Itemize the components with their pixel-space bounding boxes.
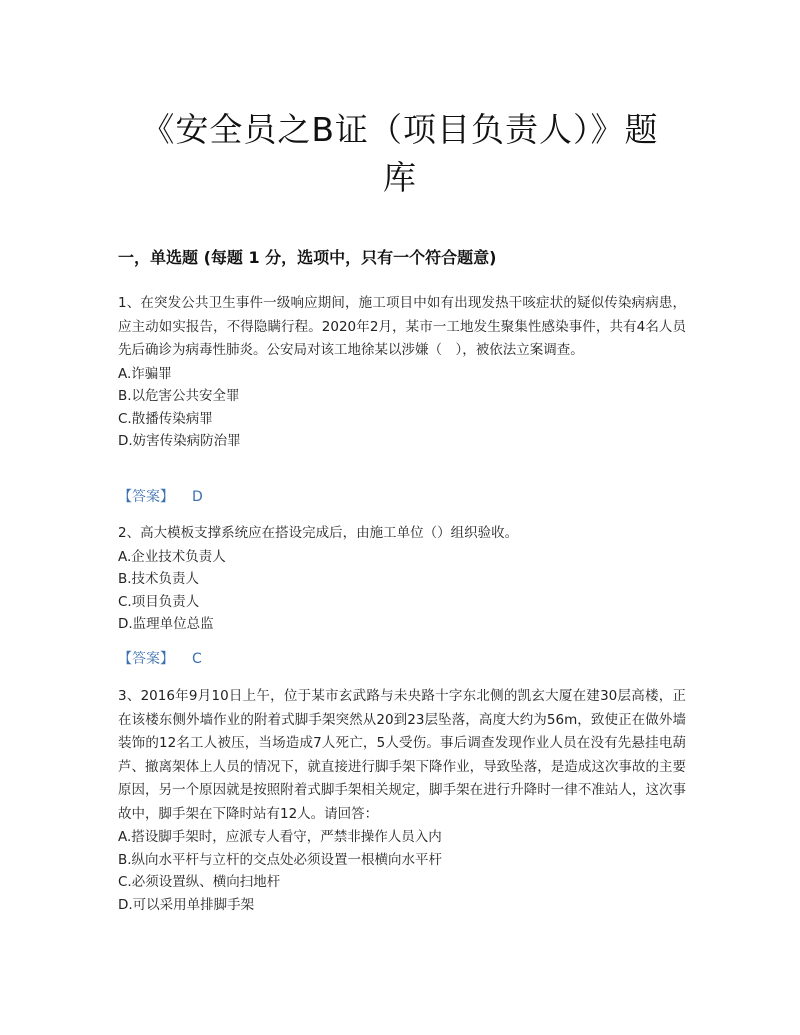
question-1-stem: 1、在突发公共卫生事件一级响应期间，施工项目中如有出现发热干咳症状的疑似传染病病患，应主动如实报告，不得隐瞒行程。2020年2月，某市一工地发生聚集性感染事件，共有4名人员先后确诊为病毒性肺炎。公安局对该工地徐某以涉嫌（ ），被依法立案调查。 [118,295,686,358]
question-1 [118,292,686,453]
section-heading: 一，单选题 (每题 1 分，选项中，只有一个符合题意) [118,248,497,267]
question-2-option-b: B.技术负责人 [118,571,200,587]
answer-label: 【答案】 [118,651,174,667]
question-2-answer [118,648,202,670]
answer-label: 【答案】 [118,489,174,505]
question-3-stem: 3、2016年9月10日上午，位于某市玄武路与未央路十字东北侧的凯玄大厦在建30层高楼，正在该楼东侧外墙作业的附着式脚手架突然从20到23层坠落，高度大约为56m，致使正在做外墙装饰的12名工人被压，当场造成7人死亡，5人受伤。事后调查发现作业人员在没有先悬挂电葫芦、撤离架体上人员的情况下，就直接进行脚手架下降作业，导致坠落，是造成这次事故的主要原因，另一个原因就是按照附着式脚手架相关规定，脚手架在进行升降时一律不准站人，这次事故中，脚手架在下降时站有12人。请回答： [118,688,686,822]
question-2-stem: 2、高大模板支撑系统应在搭设完成后，由施工单位（）组织验收。 [118,525,519,541]
document-title [100,106,700,202]
question-3-option-a: A.搭设脚手架时，应派专人看守，严禁非操作人员入内 [118,829,442,845]
question-1-option-b: B.以危害公共安全罪 [118,388,240,404]
question-2-option-c: C.项目负责人 [118,593,200,610]
question-1-option-d: D.妨害传染病防治罪 [118,433,241,449]
question-2 [118,522,686,636]
question-3 [118,685,686,916]
document-title-line-1: 《安全员之B证（项目负责人）》题 [141,110,659,149]
question-1-option-c: C.散播传染病罪 [118,410,213,427]
question-3-option-d: D.可以采用单排脚手架 [118,896,255,913]
question-1-answer [118,486,203,508]
answer-value: D [192,489,203,505]
question-2-option-d: D.监理单位总监 [118,616,214,632]
answer-value: C [192,651,202,667]
question-1-option-a: A.诈骗罪 [118,365,172,382]
question-3-option-c: C.必须设置纵、横向扫地杆 [118,874,281,890]
question-3-option-b: B.纵向水平杆与立杆的交点处必须设置一根横向水平杆 [118,851,443,868]
question-2-option-a: A.企业技术负责人 [118,548,226,565]
document-title-line-2: 库 [383,158,417,197]
